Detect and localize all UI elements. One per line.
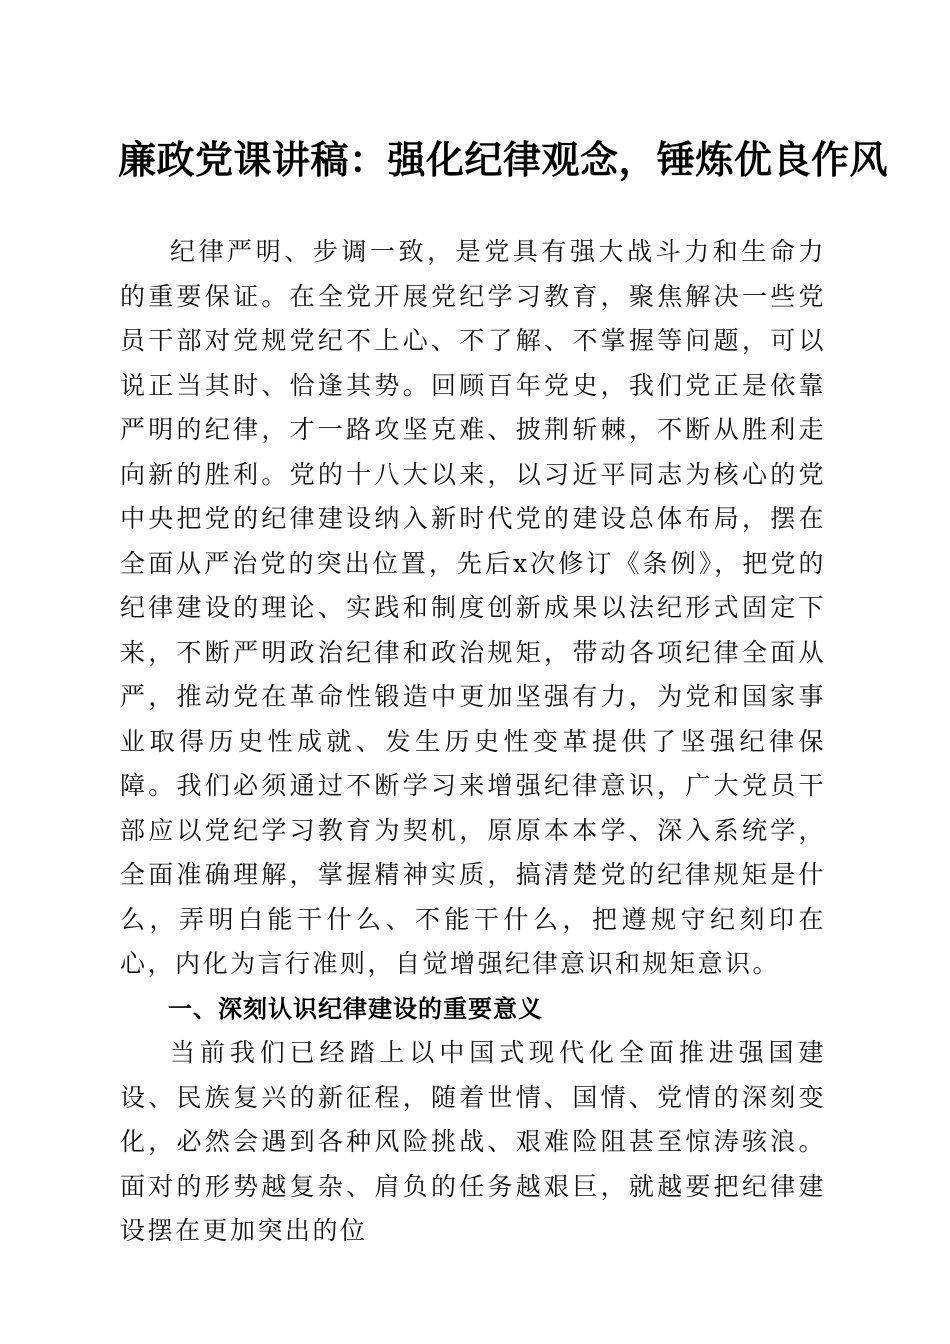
intro-paragraph: 纪律严明、步调一致，是党具有强大战斗力和生命力的重要保证。在全党开展党纪学习教育，聚焦解决一些党员干部对党规党纪不上心、不了解、不掌握等问题，可以说正当其时、恰逢其势。回顾百年党史，我们党正是依靠严明的纪律，才一路攻坚克难、披荆斩棘，不断从胜利走向新的胜利。党的十八大以来，以习近平同志为核心的党中央把党的纪律建设纳入新时代党的建设总体布局，摆在全面从严治党的突出位置，先后x次修订《条例》，把党的纪律建设的理论、实践和制度创新成果以法纪形式固定下来，不断严明政治纪律和政治规矩，带动各项纪律全面从严，推动党在革命性锻造中更加坚强有力，为党和国家事业取得历史性成就、发生历史性变革提供了坚强纪律保障。我们必须通过不断学习来增强纪律意识，广大党员干部应以党纪学习教育为契机，原原本本学、深入系统学，全面准确理解，掌握精神实质，搞清楚党的纪律规矩是什么，弄明白能干什么、不能干什么，把遵规守纪刻印在心，内化为言行准则，自觉增强纪律意识和规矩意识。 [120, 237, 826, 978]
document-title: 廉政党课讲稿：强化纪律观念，锤炼优良作风 [118, 137, 889, 182]
section-paragraph: 当前我们已经踏上以中国式现代化全面推进强国建设、民族复兴的新征程，随着世情、国情、党情的深刻变化，必然会遇到各种风险挑战、艰难险阻甚至惊涛骇浪。面对的形势越复杂、肩负的任务越艰巨，就越要把纪律建设摆在更加突出的位 [120, 1038, 826, 1245]
section-heading: 一、深刻认识纪律建设的重要意义 [168, 994, 543, 1023]
document-body [120, 230, 826, 1254]
